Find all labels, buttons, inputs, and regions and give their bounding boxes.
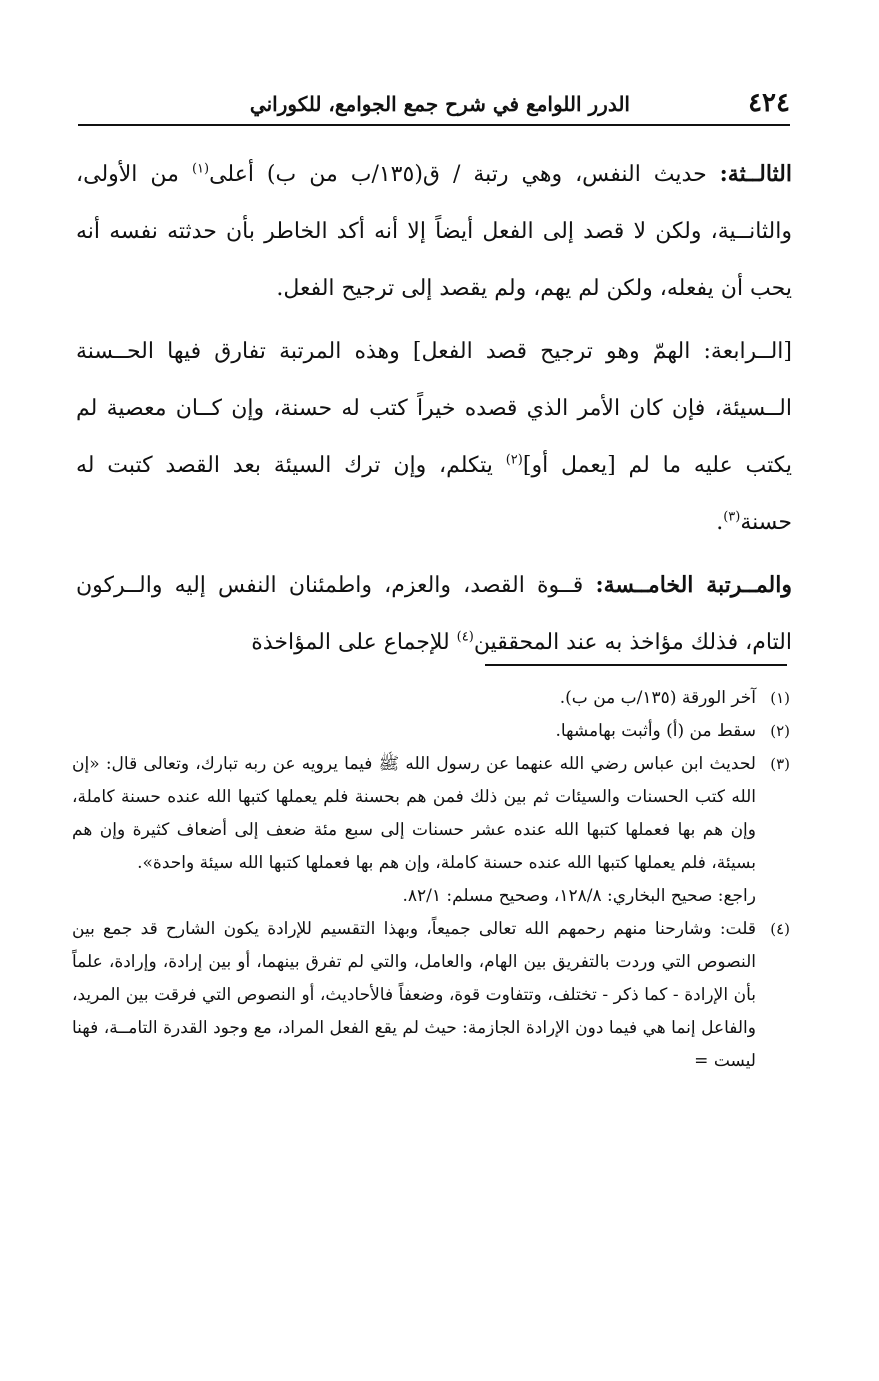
footnote-marker: (٤) <box>456 629 474 645</box>
footnote-text: قلت: وشارحنا منهم رحمهم الله تعالى جميعاً، وبهذا التقسيم للإرادة يكون الشارح قد جمع بين النصوص التي وردت بالتفريق بين الهام، والعامل، والتي لم تفرق بينهما، أو بين إرادة، وإرادة، علماً بأن الإرادة - كما ذكر - تختلف، وتتفاوت قوة، وضعفاً فالأحاديث، أو النصوص التي فرقت بين المريد، والفاعل إنما هي فيما دون الإرادة الجازمة: حيث لم يقع الفعل المراد، مع وجود القدرة التامــة، فهنا ليست = <box>72 919 756 1071</box>
paragraph-text: من الأولى، والثانــية، ولكن لا قصد إلى الفعل أيضاً إلا أنه أكد الخاطر بأن حدثته نفسه أنه يحب أن يفعله، ولكن لم يهم، ولم يقصد إلى ترجيح الفعل. <box>76 162 792 301</box>
footnote-text: لحديث ابن عباس رضي الله عنهما عن رسول الله ﷺ فيما يرويه عن ربه تبارك، وتعالى قال: «إن الله كتب الحسنات والسيئات ثم بين ذلك فمن هم بحسنة فلم يعملها كتبها الله عنده حسنة كاملة، وإن هم بها فعملها كتبها الله عنده عشر حسنات إلى سبع مئة ضعف إلى أضعاف كثيرة وإن هم بسيئة، فلم يعملها كتبها الله عنده حسنة كاملة، وإن هم بها فعملها كتبها الله سيئة واحدة». <box>72 754 756 873</box>
footnote-rule <box>485 664 787 666</box>
footnote-number: (٣) <box>770 755 790 773</box>
paragraph-text: يتكلم، وإن ترك السيئة بعد القصد كتبت له حسنة <box>76 453 792 535</box>
footnote-text: آخر الورقة (١٣٥/ب من ب). <box>559 688 756 708</box>
paragraph-text: قــوة القصد، والعزم، واطمئنان النفس إليه والــركون التام، فذلك مؤاخذ به عند المحققين <box>76 573 792 655</box>
footnote-item <box>72 748 790 880</box>
footnote-item <box>72 715 790 748</box>
footnote-marker: (٢) <box>505 452 523 468</box>
footnote-marker: (١) <box>191 161 210 177</box>
paragraph-lead: الثالــثة: <box>719 161 792 187</box>
page-header <box>78 82 790 124</box>
footnote-number: (٢) <box>770 722 790 740</box>
main-text <box>76 146 792 671</box>
footnote-number: (١) <box>770 689 790 707</box>
paragraph-text: [الــرابعة: الهمّ وهو ترجيح قصد الفعل] وهذه المرتبة تفارق فيها الحــسنة الــسيئة، فإن كان الأمر الذي قصده خيراً كتب له حسنة، وإن كــان معصية لم يكتب عليه ما لم [يعمل أو] <box>76 339 792 478</box>
paragraph-fourth-rank <box>76 323 792 551</box>
paragraph-text: حديث النفس، وهي رتبة / ق(١٣٥/ب من ب) أعلى <box>209 162 720 187</box>
footnote-number: (٤) <box>770 920 790 938</box>
paragraph-lead: والمــرتبة الخامــسة: <box>595 572 792 598</box>
paragraph-text: . <box>716 510 724 535</box>
paragraph-third-rank <box>76 146 792 317</box>
running-title: الدرر اللوامع في شرح جمع الجوامع، للكوراني <box>249 92 630 116</box>
footnotes <box>72 682 790 1078</box>
footnote-item <box>72 682 790 715</box>
footnote-text: سقط من (أ) وأثبت بهامشها. <box>555 721 756 741</box>
page-number: ٤٢٤ <box>748 88 790 118</box>
header-rule <box>78 124 790 126</box>
paragraph-text: للإجماع على المؤاخذة <box>251 630 457 655</box>
paragraph-fifth-rank <box>76 557 792 671</box>
footnote-marker: (٣) <box>723 509 741 525</box>
footnote-item <box>72 913 790 1078</box>
footnote-reference: راجع: صحيح البخاري: ١٢٨/٨، وصحيح مسلم: ٨٢/١. <box>402 886 756 906</box>
